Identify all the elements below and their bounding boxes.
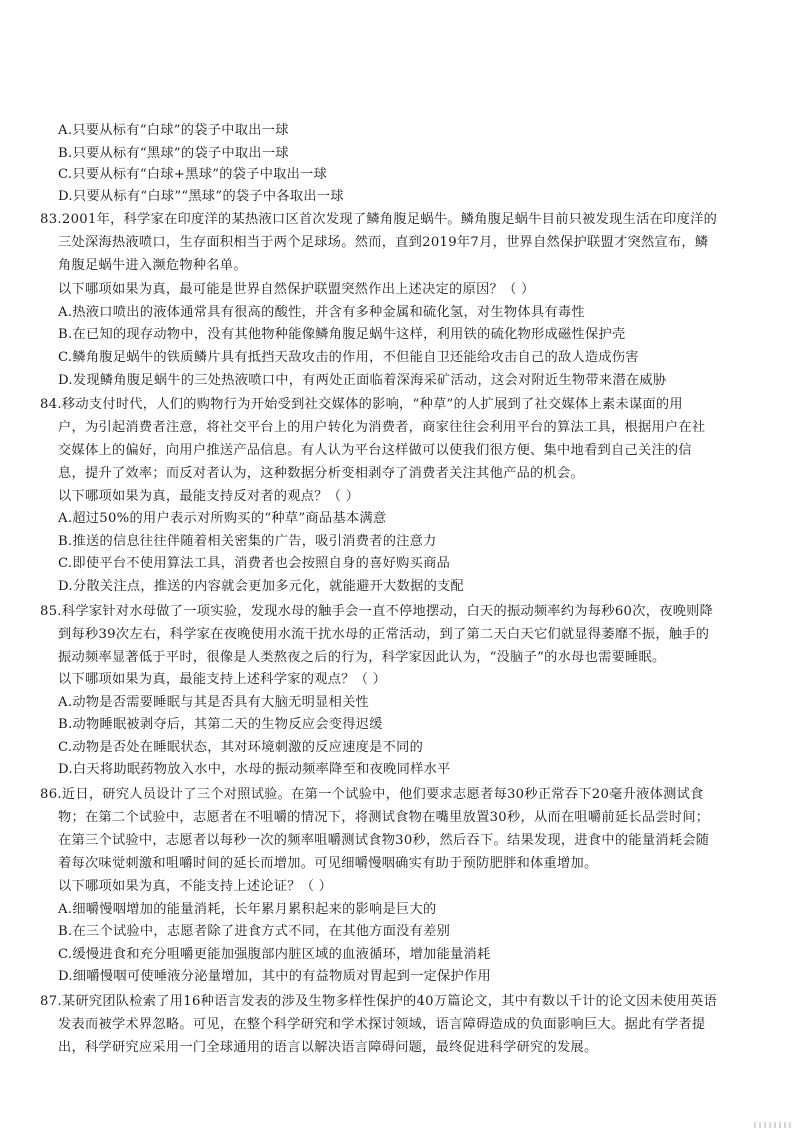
- q85-stem-line: 振动频率显著低于平时，很像是人类熬夜之后的行为，科学家因此认为，“没脑子”的水母也需要睡眠。: [58, 650, 666, 665]
- q83-option-a: A.热液口喷出的液体通常具有很高的酸性，并含有多种金属和硫化氢，对生物体具有毒性: [58, 305, 585, 320]
- q83-option-c: C.鳞角腹足蜗牛的铁质鳞片具有抵挡天敌攻击的作用，不但能自卫还能给攻击自己的敌人造成伤害: [58, 350, 639, 365]
- q85-option-c: C.动物是否处在睡眠状态，其对环境刺激的反应速度是不同的: [58, 740, 424, 755]
- prev-option-c: C.只要从标有“白球+黑球”的袋子中取出一球: [58, 167, 328, 182]
- q83-stem-line: 三处深海热液喷口，生存面积相当于两个足球场。然而，直到2019年7月，世界自然保护联盟才突然宣布，鳞: [58, 235, 709, 250]
- q87-stem-line: 发表而被学术界忽略。可见，在整个科学研究和学术探讨领域，语言障碍造成的负面影响巨大。据此有学者提: [58, 1017, 706, 1032]
- q85-option-d: D.白天将助眠药物放入水中，水母的振动频率降至和夜晚同样水平: [58, 762, 451, 777]
- q87-stem-line: 87.某研究团队检索了用16种语言发表的涉及生物多样性保护的40万篇论文，其中有数以千计的论文因未使用英语: [40, 994, 718, 1009]
- q86-stem-line: 86.近日，研究人员设计了三个对照试验。在第一个试验中，他们要求志愿者每30秒正常吞下20毫升液体测试食: [40, 787, 704, 802]
- q85-stem-line: 到每秒39次左右，科学家在夜晚使用水流干扰水母的正常活动，到了第二天白天它们就显得萎靡不振，触手的: [58, 627, 710, 642]
- q85-stem-line: 85.科学家针对水母做了一项实验，发现水母的触手会一直不停地摆动，白天的振动频率约为每秒60次，夜晚则降: [40, 604, 714, 619]
- q84-stem-line: 息，提升了效率；而反对者认为，这种数据分析变相剥夺了消费者关注其他产品的机会。: [58, 466, 585, 481]
- q86-stem-line: 在第三个试验中，志愿者以每秒一次的频率咀嚼测试食物30秒，然后吞下。结果发现，进食中的能量消耗会随: [58, 833, 710, 848]
- q85-prompt: 以下哪项如果为真，最能支持上述科学家的观点？（ ）: [58, 672, 387, 687]
- q84-stem-line: 户，为引起消费者注意，将社交平台上的用户转化为消费者，商家往往会利用平台的算法工具，根据用户在社: [58, 420, 706, 435]
- q83-stem-line: 83.2001年，科学家在印度洋的某热液口区首次发现了鳞角腹足蜗牛。鳞角腹足蜗牛目前只被发现生活在印度洋的: [40, 212, 718, 227]
- q84-option-a: A.超过50%的用户表示对所购买的“种草”商品基本满意: [58, 511, 387, 526]
- q84-option-d: D.分散关注点，推送的内容就会更加多元化，就能避开大数据的支配: [58, 579, 465, 594]
- prev-option-a: A.只要从标有“白球”的袋子中取出一球: [58, 123, 289, 138]
- q86-option-a: A.细嚼慢咽增加的能量消耗，长年累月累积起来的影响是巨大的: [58, 902, 437, 917]
- q83-option-d: D.发现鳞角腹足蜗牛的三处热液喷口中，有两处正面临着深海采矿活动，这会对附近生物带来潜在威胁: [58, 373, 667, 388]
- q84-option-c: C.即使平台不使用算法工具，消费者也会按照自身的喜好购买商品: [58, 556, 451, 571]
- q86-option-d: D.细嚼慢咽可使唾液分泌量增加，其中的有益物质对胃起到一定保护作用: [58, 969, 492, 984]
- q86-prompt: 以下哪项如果为真，不能支持上述论证？（ ）: [58, 879, 333, 894]
- q83-prompt: 以下哪项如果为真，最可能是世界自然保护联盟突然作出上述决定的原因？（ ）: [58, 282, 535, 297]
- q86-option-b: B.在三个试验中，志愿者除了进食方式不同，在其他方面没有差别: [58, 924, 451, 939]
- q84-prompt: 以下哪项如果为真，最能支持反对者的观点？（ ）: [58, 489, 360, 504]
- prev-option-d: D.只要从标有“白球”“黑球”的袋子中各取出一球: [58, 189, 344, 204]
- q85-option-a: A.动物是否需要睡眠与其是否具有大脑无明显相关性: [58, 695, 370, 710]
- q86-stem-line: 着每次味觉刺激和咀嚼时间的延长而增加。可见细嚼慢咽确实有助于预防肥胖和体重增加。: [58, 856, 598, 871]
- scan-artifact: [754, 1122, 794, 1128]
- q84-stem-line: 84.移动支付时代，人们的购物行为开始受到社交媒体的影响，“种草”的人扩展到了社交媒体上素未谋面的用: [40, 397, 683, 412]
- q87-stem-line: 出，科学研究应采用一门全球通用的语言以解决语言障碍问题，最终促进科学研究的发展。: [58, 1040, 598, 1055]
- q86-stem-line: 物；在第二个试验中，志愿者在不咀嚼的情况下，将测试食物在嘴里放置30秒，从而在咀嚼前延长品尝时间；: [58, 810, 710, 825]
- q83-option-b: B.在已知的现存动物中，没有其他物种能像鳞角腹足蜗牛这样，利用铁的硫化物形成磁性保护壳: [58, 327, 626, 342]
- q85-option-b: B.动物睡眠被剥夺后，其第二天的生物反应会变得迟缓: [58, 717, 383, 732]
- q86-option-c: C.缓慢进食和充分咀嚼更能加强腹部内脏区域的血液循环，增加能量消耗: [58, 947, 491, 962]
- q84-option-b: B.推送的信息往往伴随着相关密集的广告，吸引消费者的注意力: [58, 534, 437, 549]
- q83-stem-line: 角腹足蜗牛进入濒危物种名单。: [58, 258, 247, 273]
- q84-stem-line: 交媒体上的偏好，向用户推送产品信息。有人认为平台这样做可以使我们很方便、集中地看到自己关注的信: [58, 443, 692, 458]
- prev-option-b: B.只要从标有“黑球”的袋子中取出一球: [58, 146, 289, 161]
